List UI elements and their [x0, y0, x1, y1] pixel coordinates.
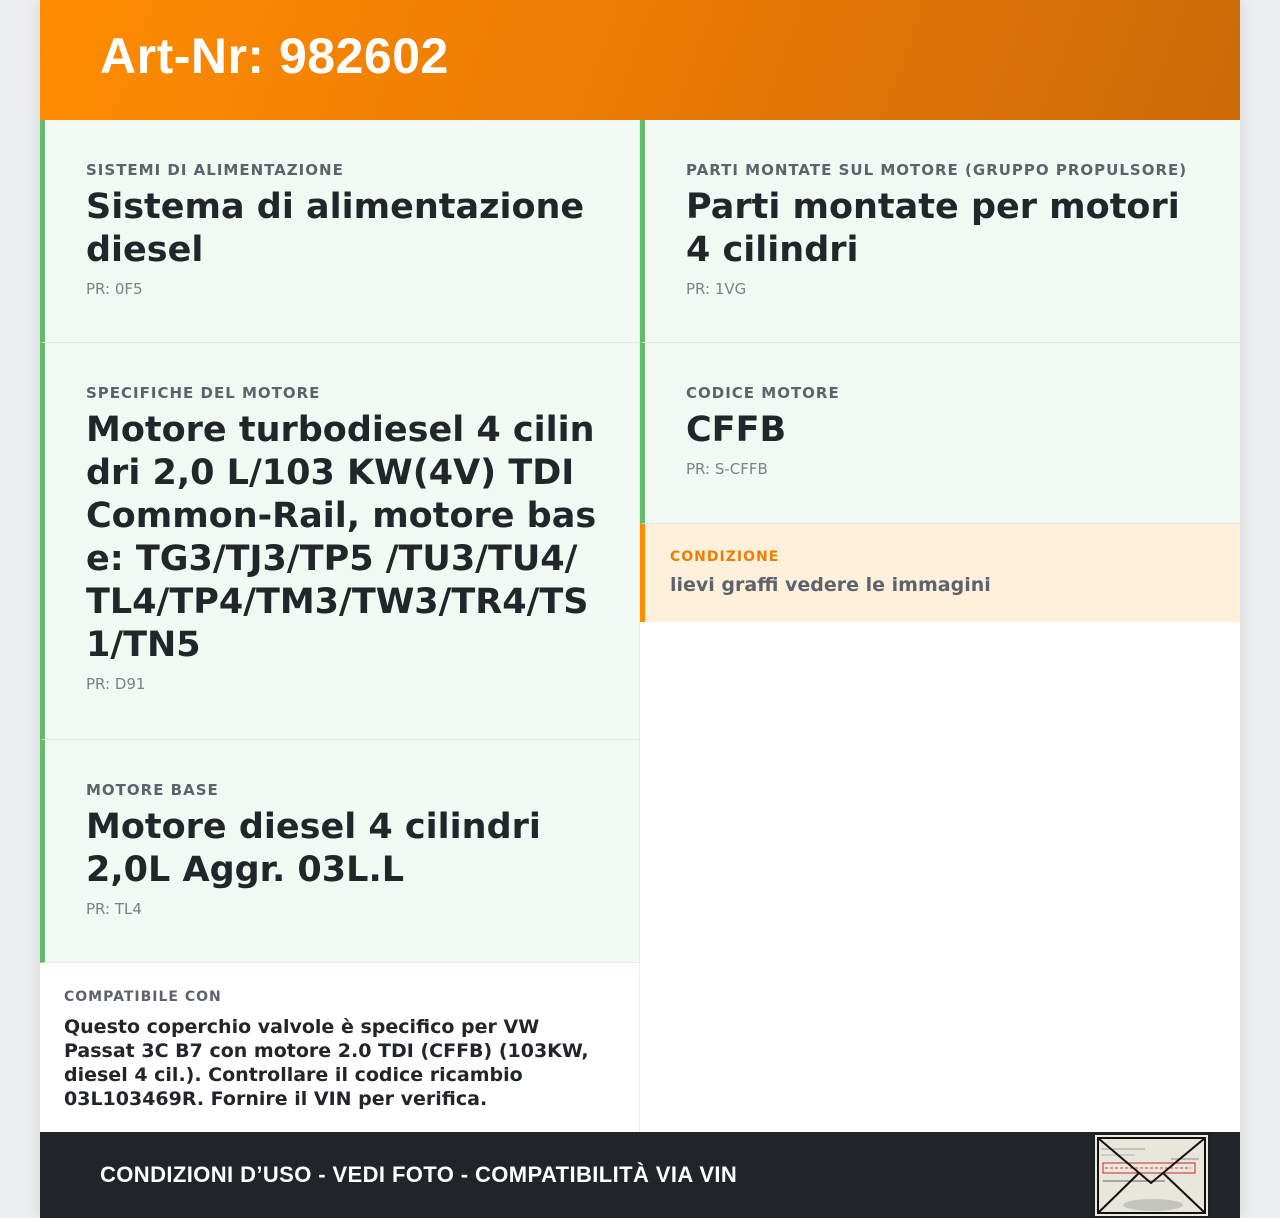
footer-bar	[40, 1132, 1240, 1218]
spec-pr-code: PR: 1VG	[686, 280, 747, 298]
spec-pr-code: PR: 0F5	[86, 280, 143, 298]
envelope-thumbnail-graphic	[1095, 1135, 1208, 1216]
spec-pr-code: PR: TL4	[86, 900, 142, 918]
spec-card-engine-code	[640, 343, 1240, 524]
condition-label: CONDIZIONE	[670, 549, 780, 565]
compatibility-label: COMPATIBILE CON	[64, 989, 222, 1005]
product-sheet	[40, 0, 1240, 1218]
right-column	[640, 120, 1240, 622]
spec-value: Motore diesel 4 cilindri 2,0L Aggr. 03L.L	[86, 807, 541, 890]
spec-label: SPECIFICHE DEL MOTORE	[86, 384, 321, 402]
condition-text: lievi graffi vedere le immagini	[670, 574, 991, 596]
spec-label: SISTEMI DI ALIMENTAZIONE	[86, 161, 344, 179]
article-number-title: Art-Nr: 982602	[100, 28, 449, 84]
compatibility-text: Questo coperchio valvole è specifico per VW Passat 3C B7 con motore 2.0 TDI (CFFB) (103KW, diesel 4 cil.). Controllare il codice ricambio 03L103469R. Fornire il VIN per verifica.	[64, 1016, 589, 1110]
spec-pr-code: PR: D91	[86, 675, 146, 693]
spec-card-fuel-system	[40, 120, 640, 343]
spec-card-mounted-parts	[640, 120, 1240, 343]
header-bar	[40, 0, 1240, 120]
spec-card-engine-specs	[40, 343, 640, 740]
spec-value: CFFB	[686, 410, 787, 450]
spec-card-base-engine	[40, 740, 640, 963]
spec-label: MOTORE BASE	[86, 781, 219, 799]
left-column	[40, 120, 640, 1133]
spec-value: Parti montate per motori 4 cilindri	[686, 187, 1180, 270]
compatibility-section	[40, 963, 640, 1133]
spec-label: PARTI MONTATE SUL MOTORE (GRUPPO PROPULSORE)	[686, 161, 1188, 179]
condition-section	[640, 524, 1240, 622]
spec-label: CODICE MOTORE	[686, 384, 840, 402]
envelope-thumbnail-icon[interactable]	[1093, 1133, 1210, 1218]
spec-value: Motore turbodiesel 4 cilindri 2,0 L/103 KW(4V) TDI Common-Rail, motore base: TG3/TJ3/TP5 /TU3/TU4/TL4/TP4/TM3/TW3/TR4/TS1/TN5	[86, 410, 597, 665]
footer-text: CONDIZIONI D’USO - VEDI FOTO - COMPATIBILITÀ VIA VIN	[100, 1162, 738, 1187]
spec-pr-code: PR: S-CFFB	[686, 460, 768, 478]
spec-value: Sistema di alimentazione diesel	[86, 187, 585, 270]
